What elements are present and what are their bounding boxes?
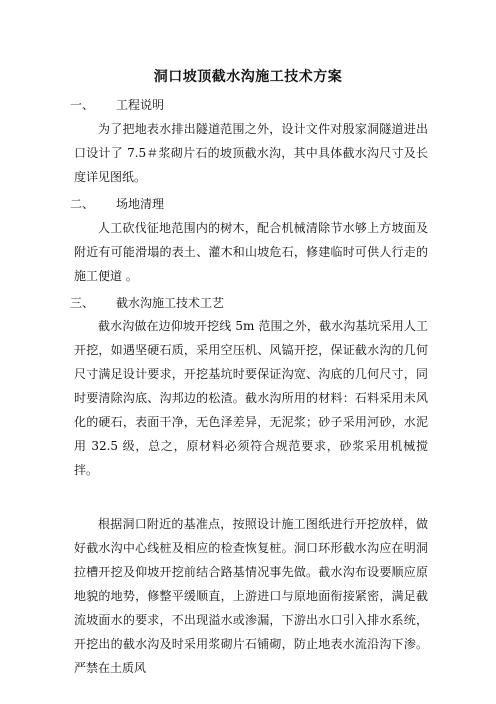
section-2-paragraph-1: 人工砍伐征地范围内的树木，配合机械清除节水够上方坡面及附近有可能滑塌的表土、灌木和山坡危石，修建临时可供人行走的施工便道 。 bbox=[74, 221, 428, 283]
section-heading-2 bbox=[70, 195, 164, 212]
section-number: 三、 bbox=[70, 296, 95, 310]
section-number: 二、 bbox=[70, 197, 95, 211]
section-3-paragraph-1: 截水沟做在边仰坡开挖线 5m 范围之外，截水沟基坑采用人工开挖，如遇坚硬石质，采用空压机、风镐开挖，保证截水沟的几何尺寸满足设计要求，开挖基坑时要保证沟宽、沟底的几何尺寸，同时要清除沟底、沟邦边的松渣。截水沟所用的材料：石料采用未风化的硬石，表面干净，无色泽差异，无泥浆；砂子采用河砂，水泥用 32.5 级，总之，原材料必须符合规范要求，砂浆采用机械搅拌。 bbox=[74, 319, 428, 477]
section-3-paragraph-2: 根据洞口附近的基准点，按照设计施工图纸进行开挖放样，做好截水沟中心线桩及相应的检查恢复桩。洞口环形截水沟应在明洞拉槽开挖及仰坡开挖前结合路基情况事先做。截水沟布设要顺应原地貌的地势，修整平缓顺直，上游进口与原地面衔接紧密，满足截流坡面水的要求，不出现溢水或渗漏，下游出水口引入排水系统，开挖出的截水沟及时采用浆砌片石铺砌，防止地表水流沿沟下渗。严禁在土质风 bbox=[74, 517, 428, 675]
section-1-paragraph-1: 为了把地表水排出隧道范围之外，设计文件对殷家洞隧道进出口设计了 7.5＃浆砌片石的坡顶截水沟，其中具体截水沟尺寸及长度详见图纸。 bbox=[74, 122, 428, 184]
document-title: 洞口坡顶截水沟施工技术方案 bbox=[153, 69, 343, 85]
section-title: 场地清理 bbox=[116, 197, 165, 211]
section-title: 截水沟施工技术工艺 bbox=[116, 296, 225, 310]
section-title: 工程说明 bbox=[116, 98, 165, 112]
section-heading-3 bbox=[70, 294, 224, 311]
section-number: 一、 bbox=[70, 98, 95, 112]
section-heading-1 bbox=[70, 96, 164, 113]
